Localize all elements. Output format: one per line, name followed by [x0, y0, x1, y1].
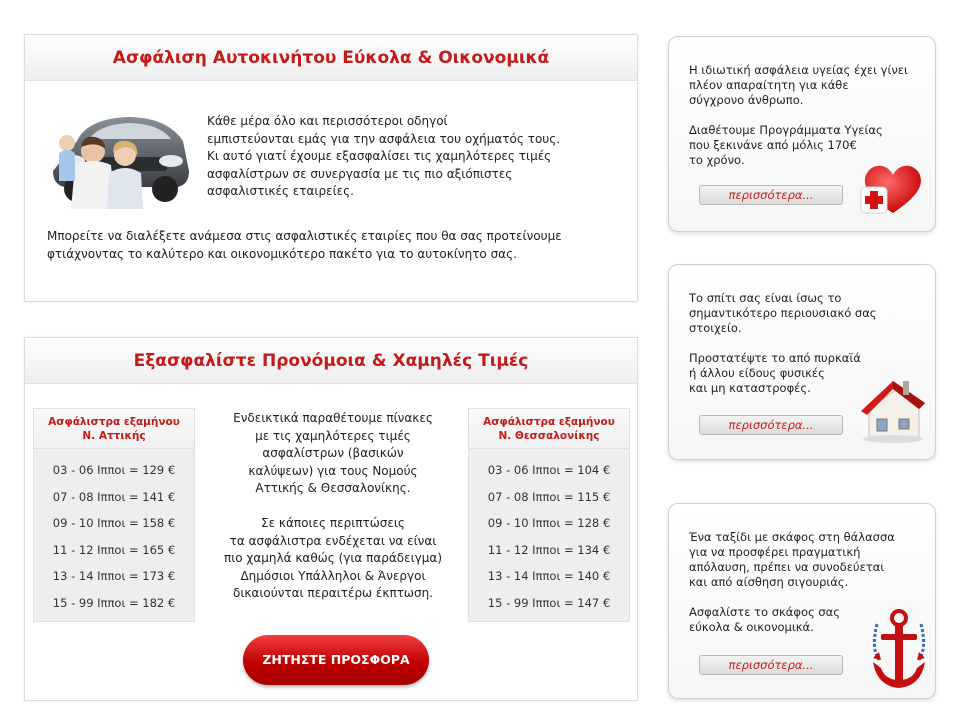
- intro-line: ασφαλίστρων σε συνεργασία με τις πιο αξιόπιστες: [207, 166, 513, 181]
- health-more-button[interactable]: περισσότερα...: [699, 185, 843, 205]
- price-row: 03 - 06 Ιπποι = 104 €: [487, 463, 611, 477]
- discount-line: δικαιούνται περαιτέρω έκπτωση.: [232, 586, 433, 600]
- card-line: Το σπίτι σας είναι ίσως το: [689, 291, 842, 305]
- attica-price-table-header: [34, 409, 194, 449]
- card-line: απόλαυση, πρέπει να συνοδεύεται: [689, 560, 885, 574]
- card-line: Διαθέτουμε Προγράμματα Υγείας: [689, 123, 883, 137]
- car-insurance-title: Ασφάλιση Αυτοκινήτου Εύκολα & Οικονομικά: [25, 35, 637, 81]
- card-line: Η ιδιωτική ασφάλεια υγείας έχει γίνει: [689, 63, 908, 77]
- health-insurance-card: [668, 36, 936, 232]
- price-row: 07 - 08 Ιπποι = 141 €: [52, 489, 176, 504]
- card-line: ή άλλου είδους φυσικές: [689, 366, 825, 380]
- intro-line: Κι αυτό γιατί έχουμε εξασφαλίσει τις χαμηλότερες τιμές: [207, 149, 552, 163]
- choice-line: φτιάχνοντας το καλύτερο και οικονομικότερο πακέτο για το αυτοκίνητο σας.: [47, 246, 517, 261]
- health-card-text: [689, 63, 919, 168]
- boat-insurance-card: [668, 503, 936, 699]
- boat-more-button[interactable]: περισσότερα...: [699, 655, 843, 675]
- discount-line: πιο χαμηλά καθώς (για παράδειγμα): [223, 551, 443, 565]
- card-line: σύγχρονο άνθρωπο.: [689, 93, 804, 107]
- thessaloniki-price-table-header: [469, 409, 629, 449]
- discount-line: τα ασφάλιστρα ενδέχεται να είναι: [229, 533, 437, 548]
- home-more-button[interactable]: περισσότερα...: [699, 415, 843, 435]
- card-line: στοιχείο.: [689, 321, 742, 335]
- card-line: το χρόνο.: [689, 153, 745, 167]
- prices-panel: [24, 337, 638, 701]
- discount-line: Σε κάποιες περιπτώσεις: [261, 516, 405, 530]
- price-row: 13 - 14 Ιπποι = 173 €: [52, 569, 176, 583]
- card-line: εύκολα & οικονομικά.: [689, 620, 814, 634]
- attica-price-table: [33, 408, 195, 622]
- thessaloniki-price-table: [468, 408, 630, 622]
- car-insurance-intro: [207, 113, 607, 201]
- price-table-title: Ασφάλιστρα εξαμήνου: [483, 416, 615, 428]
- description-line: Αττικής & Θεσσαλονίκης.: [255, 481, 411, 495]
- card-line: Προστατέψτε το από πυρκαϊά: [689, 351, 861, 365]
- choice-line: Μπορείτε να διαλέξετε ανάμεσα στις ασφαλιστικές εταιρίες που θα σας προτείνουμε: [47, 229, 562, 243]
- heart-cross-icon: [857, 157, 923, 217]
- card-line: για να προσφέρει πραγματική: [689, 545, 861, 559]
- description-line: Ενδεικτικά παραθέτουμε πίνακες: [233, 411, 433, 425]
- price-row: 09 - 10 Ιπποι = 128 €: [487, 516, 611, 530]
- prices-title: Εξασφαλίστε Προνόμοια & Χαμηλές Τιμές: [25, 338, 637, 384]
- description-line: με τις χαμηλότερες τιμές: [255, 428, 411, 443]
- home-insurance-card: [668, 264, 936, 460]
- intro-line: εμπιστεύονται εμάς για την ασφάλεια του οχήματός τους.: [207, 131, 561, 146]
- card-line: πλέον απαραίτητη για κάθε: [689, 78, 849, 92]
- price-row: 07 - 08 Ιπποι = 115 €: [487, 489, 611, 504]
- car-insurance-panel: [24, 34, 638, 302]
- price-row: 09 - 10 Ιπποι = 158 €: [52, 516, 176, 530]
- card-line: που ξεκινάνε από μόλις 170€: [689, 138, 857, 152]
- anchor-icon: [869, 608, 929, 694]
- price-row: 11 - 12 Ιπποι = 134 €: [487, 542, 611, 557]
- price-row: 11 - 12 Ιπποι = 165 €: [52, 542, 176, 557]
- discount-line: Δημόσιοι Υπάλληλοι & Άνεργοι: [240, 568, 426, 583]
- card-line: Ένα ταξίδι με σκάφος στη θάλασσα: [689, 530, 895, 544]
- intro-line: ασφαλιστικές εταιρείες.: [207, 184, 354, 198]
- price-row: 03 - 06 Ιπποι = 129 €: [52, 463, 176, 477]
- card-line: Ασφαλίστε το σκάφος σας: [689, 605, 841, 619]
- price-table-region: Ν. Αττικής: [82, 430, 146, 442]
- card-line: σημαντικότερο περιουσιακό σας: [689, 306, 877, 320]
- request-offer-button[interactable]: ΖΗΤΗΣΤΕ ΠΡΟΣΦΟΡΑ: [243, 635, 429, 685]
- price-row: 15 - 99 Ιπποι = 147 €: [487, 595, 611, 610]
- card-line: και από αίσθηση σιγουριάς.: [689, 575, 849, 589]
- price-table-region: Ν. Θεσσαλονίκης: [498, 430, 600, 442]
- price-row: 13 - 14 Ιπποι = 140 €: [487, 569, 611, 583]
- card-line: και μη καταστροφές.: [689, 381, 811, 395]
- price-row: 15 - 99 Ιπποι = 182 €: [52, 595, 176, 610]
- price-table-title: Ασφάλιστρα εξαμήνου: [48, 416, 180, 428]
- description-line: ασφαλίστρων (βασικών: [262, 446, 404, 460]
- family-car-photo: [47, 101, 193, 209]
- house-icon: [857, 375, 927, 445]
- prices-description: [213, 410, 453, 603]
- car-insurance-choice-text: [47, 228, 617, 263]
- intro-line: Κάθε μέρα όλο και περισσότεροι οδηγοί: [207, 114, 448, 128]
- description-line: καλύψεων) για τους Νομούς: [248, 463, 418, 478]
